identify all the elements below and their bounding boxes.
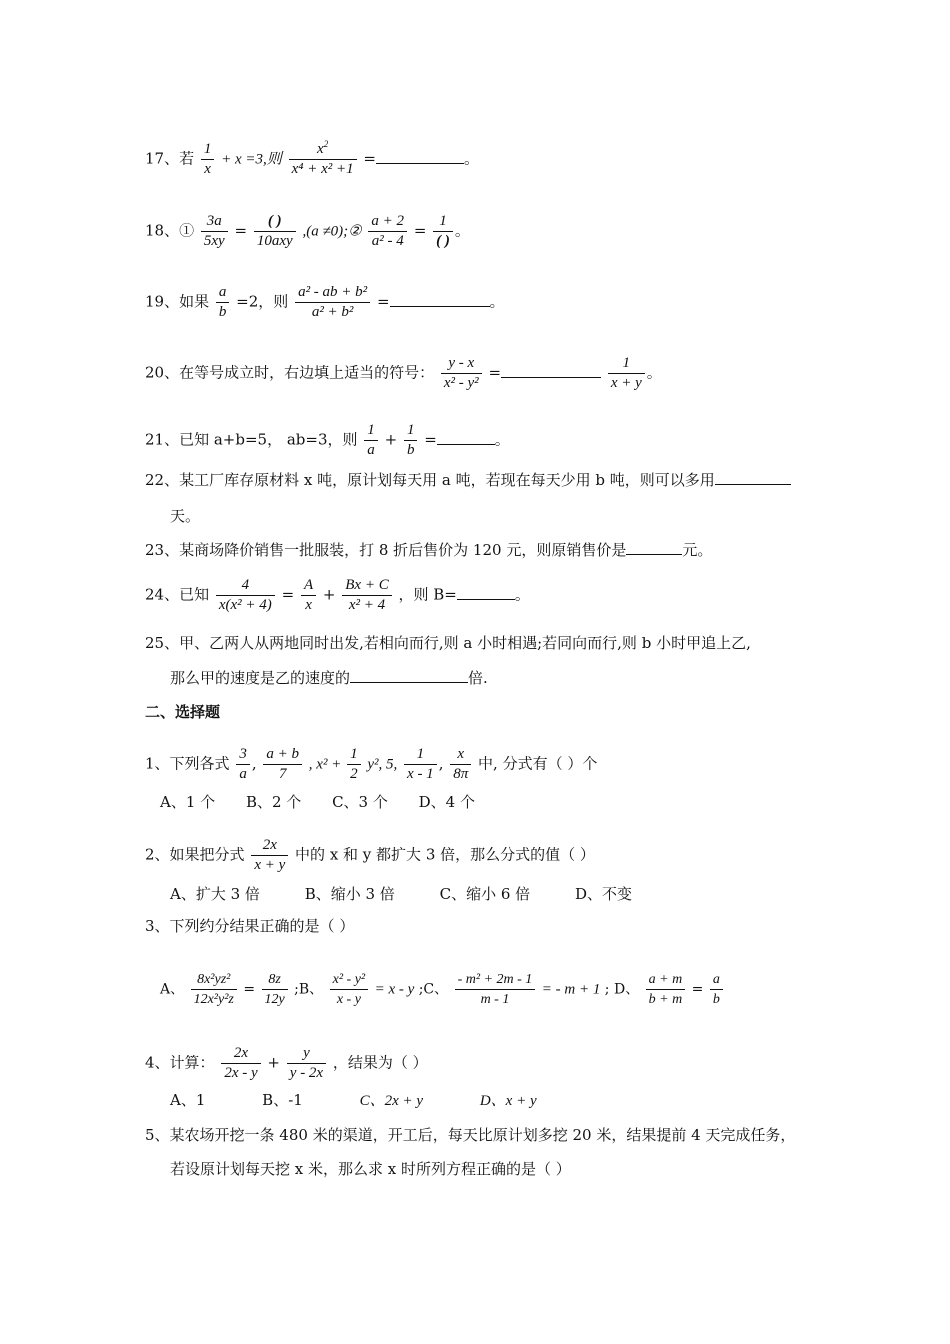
- c4-fraction-1: $\frac{2x}{2x - y}$: [221, 1044, 260, 1083]
- q17-end: 。: [463, 149, 479, 168]
- q19-label: 19、如果: [145, 292, 210, 311]
- c3-option-c-label[interactable]: ;C、: [418, 981, 449, 998]
- c4-label: 4、计算：: [145, 1053, 215, 1072]
- c1-option-c[interactable]: C、3 个: [332, 793, 388, 811]
- q20-fraction-1: $\frac{y - x}{\text{x² - y²}}$: [441, 354, 482, 393]
- c5-text: 5、某农场开挖一条 480 米的渠道，开工后，每天比原计划多挖 20 米，结果提前 4 天完成任务，: [145, 1126, 796, 1144]
- choice-question-5-cont: [170, 1159, 571, 1179]
- c2-label: 2、如果把分式: [145, 845, 245, 864]
- q24-equals: =: [281, 585, 295, 604]
- choice-question-4: [145, 1044, 428, 1083]
- c5-text-2: 若设原计划每天挖 x 米，那么求 x 时所列方程正确的是（ ）: [170, 1160, 571, 1178]
- q20-end: 。: [646, 363, 662, 382]
- c4-options: [170, 1090, 563, 1111]
- c1-options: [160, 792, 501, 812]
- q20-fraction-2: $\frac{1}{x + y}$: [608, 354, 645, 393]
- choice-question-2: [145, 836, 595, 875]
- question-17: [145, 140, 479, 179]
- choice-question-3: [145, 916, 354, 936]
- c3-option-d-label[interactable]: ; D、: [604, 981, 640, 998]
- c4-fraction-2: $\frac{y}{y - 2x}$: [287, 1044, 326, 1083]
- q18-equals-2: =: [413, 221, 427, 240]
- choice-question-1: 1、下列各式 $\frac{3}{a}$ , $\frac{a + b}{7}$ , x² + $\frac{1}{2}$ y², 5, $\frac{1}{x - 1}$ , $\frac{x}{8\pi}$ 中, 分式有（ ）个: [145, 746, 598, 782]
- c3-b-fraction: $\frac{\text{x² - y²}}{x - y}$: [330, 970, 368, 1009]
- q17-equals: =: [363, 149, 376, 168]
- c1-option-a[interactable]: A、1 个: [160, 793, 216, 811]
- c1-option-d[interactable]: D、4 个: [418, 793, 475, 811]
- q19-equals: =: [376, 292, 390, 311]
- q18-fraction-1: $\frac{3a}{5xy}$: [201, 212, 228, 251]
- q18-label: 18、①: [145, 221, 195, 240]
- q23-answer-blank[interactable]: [626, 540, 682, 555]
- c3-a-equals: =: [243, 981, 256, 998]
- q24-label: 24、已知: [145, 585, 210, 604]
- question-24: [145, 576, 530, 615]
- c4-text: ，结果为（ ）: [332, 1053, 428, 1072]
- q19-fraction-2: $\frac{\text{a² - ab + b²}}{\text{a² + b²}}$: [295, 283, 370, 322]
- c1-text: 中, 分式有（ ）个: [478, 754, 598, 773]
- c1-fraction-1: $\frac{3}{a}$: [236, 745, 250, 784]
- c1-expr-2: y², 5,: [367, 756, 398, 773]
- c1-fraction-2: $\frac{a + b}{7}$: [263, 745, 302, 784]
- c3-option-b-label[interactable]: ;B、: [294, 981, 324, 998]
- q19-end: 。: [489, 292, 505, 311]
- question-20: [145, 354, 662, 393]
- c3-a-fraction-2: $\frac{8z}{12y}$: [262, 970, 288, 1009]
- q21-text: 21、已知 a+b=5， ab=3，则: [145, 430, 358, 449]
- c1-option-b[interactable]: B、2 个: [245, 793, 302, 811]
- section-title: 二、选择题: [145, 703, 221, 721]
- c2-option-a[interactable]: A、扩大 3 倍: [170, 885, 260, 903]
- q21-answer-blank[interactable]: [437, 430, 495, 445]
- q19-answer-blank[interactable]: [390, 292, 490, 307]
- question-19: [145, 283, 505, 322]
- q19-condition: =2，则: [236, 292, 289, 311]
- q24-end: 。: [514, 585, 530, 604]
- q21-fraction-2: $\frac{1}{b}$: [404, 421, 418, 460]
- q18-fraction-2[interactable]: $\frac{( )}{\text{10axy}}$: [254, 212, 296, 251]
- c2-option-b[interactable]: B、缩小 3 倍: [304, 885, 395, 903]
- q24-fraction-1: $\frac{4}{\text{x(x² + 4)}}$: [216, 576, 275, 615]
- q17-fraction-1: $\frac{1}{x}$: [201, 140, 215, 179]
- c1-label: 1、下列各式: [145, 754, 230, 773]
- c4-option-d[interactable]: D、x + y: [479, 1093, 537, 1109]
- question-25: [145, 633, 751, 653]
- q17-fraction-2: $\frac{x^2}{\text{x⁴ + x² +1}}$: [289, 140, 357, 179]
- question-22: [145, 470, 791, 490]
- c4-option-a[interactable]: A、1: [170, 1091, 206, 1109]
- c2-option-d[interactable]: D、不变: [574, 885, 632, 903]
- question-25-cont: [170, 668, 488, 688]
- c2-text: 中的 x 和 y 都扩大 3 倍，那么分式的值（ ）: [295, 845, 595, 864]
- q22-text-2: 天。: [170, 507, 201, 525]
- c3-c-fraction: $\frac{\text{- m² + 2m - 1}}{m - 1}$: [455, 970, 536, 1009]
- choice-question-5: [145, 1125, 795, 1145]
- q18-end: 。: [454, 221, 470, 240]
- c3-d-fraction-1: $\frac{a + m}{b + m}$: [646, 970, 686, 1009]
- q21-plus: +: [384, 430, 398, 449]
- q18-fraction-4[interactable]: $\frac{1}{( )}$: [433, 212, 453, 251]
- q23-end: 元。: [682, 541, 713, 559]
- q20-answer-blank[interactable]: [501, 363, 601, 378]
- c4-option-b[interactable]: B、-1: [262, 1091, 303, 1109]
- q18-condition: ,(a ≠0);②: [302, 223, 362, 240]
- question-22-cont: [170, 506, 200, 526]
- q22-text: 22、某工厂库存原材料 x 吨，原计划每天用 a 吨，若现在每天少用 b 吨，则可以多用: [145, 471, 715, 489]
- q25-end: 倍.: [468, 669, 488, 687]
- q17-answer-blank[interactable]: [376, 149, 464, 164]
- q20-equals: =: [488, 363, 502, 382]
- q25-text-2: 那么甲的速度是乙的速度的: [170, 669, 351, 687]
- q17-condition: + x =3,则: [221, 151, 282, 168]
- c3-text: 3、下列约分结果正确的是（ ）: [145, 917, 355, 935]
- q17-label: 17、若: [145, 149, 195, 168]
- q19-fraction-1: $\frac{a}{b}$: [216, 283, 230, 322]
- c2-option-c[interactable]: C、缩小 6 倍: [439, 885, 531, 903]
- question-18: [145, 212, 470, 251]
- c1-fraction-4: $\frac{1}{x - 1}$: [404, 745, 437, 784]
- question-23: [145, 540, 712, 560]
- c3-options: [160, 970, 725, 1009]
- c2-fraction: $\frac{2x}{x + y}$: [251, 836, 288, 875]
- q24-plus: +: [322, 585, 336, 604]
- c1-fraction-5: $\frac{x}{8\pi}$: [450, 745, 471, 784]
- q24-fraction-2: $\frac{A}{x}$: [301, 576, 316, 615]
- c3-b-result: = x - y: [374, 981, 415, 998]
- q20-text: 20、在等号成立时，右边填上适当的符号：: [145, 363, 435, 382]
- c3-a-fraction-1: $\frac{\text{8x²yz²}}{\text{12x²y²z}}$: [191, 970, 237, 1009]
- c2-options: [170, 884, 658, 904]
- q21-end: 。: [494, 430, 510, 449]
- q22-answer-blank[interactable]: [715, 470, 791, 485]
- c3-option-a-label[interactable]: A、: [160, 981, 185, 998]
- q24-answer-blank[interactable]: [457, 585, 515, 600]
- q21-equals: =: [424, 430, 437, 449]
- q25-answer-blank[interactable]: [350, 668, 468, 683]
- q24-fraction-3: $\frac{Bx + C}{\text{x² + 4}}$: [342, 576, 391, 615]
- c1-fraction-3: $\frac{1}{2}$: [347, 745, 361, 784]
- q21-fraction-1: $\frac{1}{a}$: [364, 421, 378, 460]
- q18-fraction-3: $\frac{a + 2}{\text{a² - 4}}$: [368, 212, 407, 251]
- q24-text: ，则 B=: [398, 585, 457, 604]
- c3-d-fraction-2: $\frac{a}{b}$: [710, 970, 723, 1009]
- c3-d-equals: =: [691, 981, 704, 998]
- q18-equals: =: [234, 221, 248, 240]
- q25-text: 25、甲、乙两人从两地同时出发,若相向而行,则 a 小时相遇;若同向而行,则 b 小时甲追上乙,: [145, 634, 751, 652]
- c3-c-result: = - m + 1: [541, 981, 601, 998]
- question-21: [145, 421, 510, 460]
- c4-plus: +: [267, 1053, 280, 1072]
- c4-option-c[interactable]: C、2x + y: [359, 1093, 424, 1109]
- section-heading-choice: [145, 702, 220, 722]
- q23-text: 23、某商场降价销售一批服装，打 8 折后售价为 120 元，则原销售价是: [145, 541, 627, 559]
- c1-expr: , x² +: [308, 756, 346, 773]
